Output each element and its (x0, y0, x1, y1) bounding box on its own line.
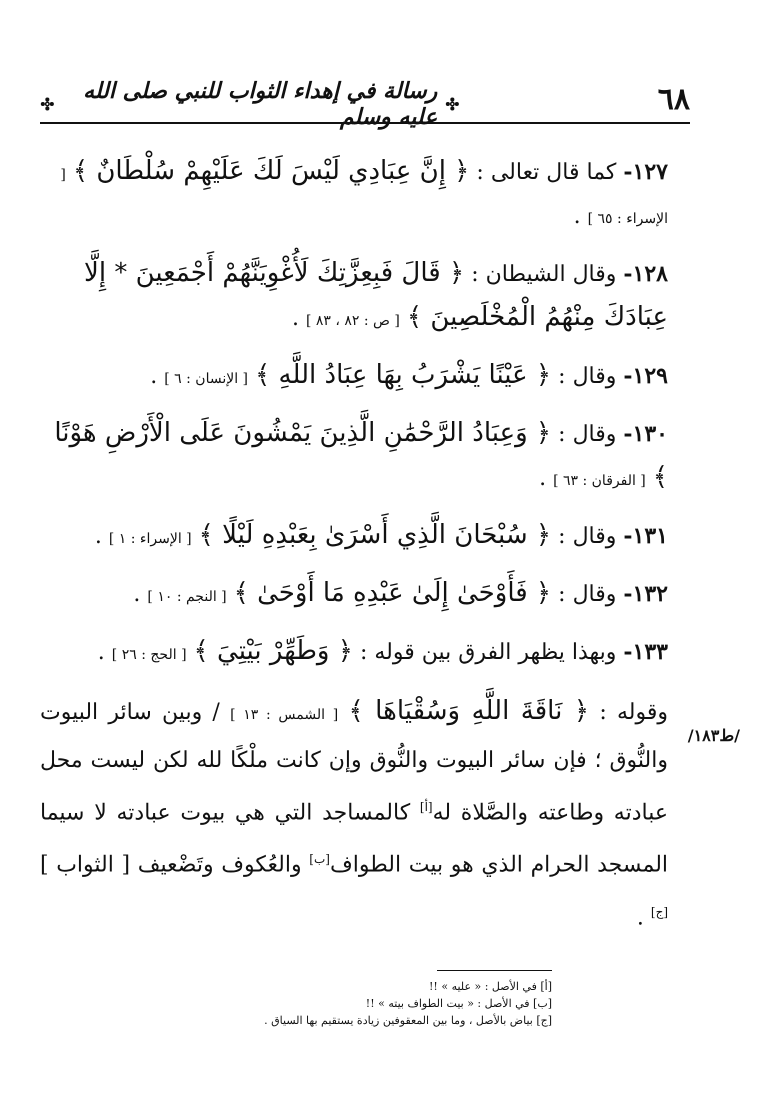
quran-verse: ﴿ وَعِبَادُ الرَّحْمَٰنِ الَّذِينَ يَمْشُونَ عَلَى الْأَرْضِ هَوْنًا ﴾ (54, 418, 668, 492)
quran-verse: ﴿ نَاقَةَ اللَّهِ وَسُقْيَاهَا ﴾ (348, 696, 590, 726)
entry-number: ١٢٧- (623, 159, 668, 185)
verse-reference: [ ص : ٨٢ ، ٨٣ ] (305, 313, 400, 329)
entry-lead: وقال الشيطان : (471, 262, 617, 287)
manuscript-folio-note: /ط١٨٣/ (687, 726, 740, 745)
entry-end: . (97, 640, 105, 665)
verse-reference: [ الإسراء : ٦٥ ] (60, 167, 668, 227)
footnotes (250, 978, 552, 1029)
entry-lead: وقال : (558, 524, 617, 549)
para-text: / وبين سائر البيوت والنُّوق ؛ فإن سائر البيوت والنُّوق وإن كانت ملْكًا لله لكن ليست محل عبادته وطاعته والصَّلاة له (40, 700, 668, 826)
entry-number: ١٣٣- (623, 639, 668, 665)
flower-ornament-icon (445, 95, 460, 113)
footnote: [أ] في الأصل : « عليه » !! (429, 980, 552, 993)
footnote-marker: [أ] (419, 800, 433, 814)
entry-129 (40, 354, 668, 400)
entry-number: ١٣١- (623, 523, 668, 549)
entry-lead: وبهذا يظهر الفرق بين قوله : (359, 640, 617, 665)
verse-reference: [ النجم : ١٠ ] (147, 589, 227, 605)
footnote-marker: [ب] (309, 852, 330, 867)
entry-end: . (133, 582, 141, 607)
header-title: رسالة في إهداء الثواب للنبي صلى الله عليه وسلم (83, 78, 438, 130)
entry-133 (40, 630, 668, 676)
entry-131 (40, 514, 668, 560)
entry-number: ١٢٨- (623, 261, 668, 287)
footnote-marker: [ج] (650, 904, 668, 919)
entry-end: . (150, 364, 158, 389)
header-rule (40, 122, 690, 124)
entry-128 (40, 252, 668, 342)
entry-127 (40, 150, 668, 240)
running-header (40, 70, 690, 130)
footnote: [ب] في الأصل : « بيت الطواف بيته » !! (365, 997, 552, 1010)
entry-number: ١٣٢- (623, 581, 668, 607)
entry-lead: وقال : (558, 422, 617, 447)
para-text: وقوله : (599, 700, 668, 725)
quran-verse: ﴿ إِنَّ عِبَادِي لَيْسَ لَكَ عَلَيْهِمْ سُلْطَانٌ ﴾ (72, 156, 470, 186)
entry-end: . (94, 524, 102, 549)
entry-end: . (573, 204, 581, 229)
para-text: كالمساجد التي هي بيوت عبادته لا سيما المسجد الحرام الذي هو بيت الطواف (40, 800, 669, 878)
entry-end: . (291, 306, 299, 331)
quran-verse: ﴿ عَيْنًا يَشْرَبُ بِهَا عِبَادُ اللَّهِ ﴾ (255, 360, 552, 390)
flower-ornament-icon (40, 95, 55, 113)
page-number: ٦٨ (657, 82, 690, 117)
entry-number: ١٢٩- (623, 363, 668, 389)
entry-number: ١٣٠- (623, 421, 668, 447)
entry-lead: وقال : (558, 364, 617, 389)
quran-verse: ﴿ وَطَهِّرْ بَيْتِيَ ﴾ (193, 636, 353, 666)
main-text (40, 150, 668, 941)
verse-reference: [ الإنسان : ٦ ] (164, 371, 249, 387)
quran-verse: ﴿ سُبْحَانَ الَّذِي أَسْرَىٰ بِعَبْدِهِ لَيْلًا ﴾ (198, 520, 552, 550)
quran-verse: ﴿ قَالَ فَبِعِزَّتِكَ لَأُغْوِيَنَّهُمْ أَجْمَعِينَ * إِلَّا عِبَادَكَ مِنْهُمُ الْمُخْلَصِينَ ﴾ (84, 258, 668, 332)
continuation-paragraph (40, 688, 668, 941)
footnote: [ج] بياض بالأصل ، وما بين المعقوفين زيادة يستقيم بها السياق . (264, 1014, 552, 1027)
entry-lead: كما قال تعالى : (476, 160, 617, 185)
quran-verse: ﴿ فَأَوْحَىٰ إِلَىٰ عَبْدِهِ مَا أَوْحَىٰ ﴾ (233, 578, 552, 608)
para-text: . (636, 904, 644, 930)
verse-reference: [ الإسراء : ١ ] (108, 531, 192, 547)
entry-130 (40, 412, 668, 502)
entry-132 (40, 572, 668, 618)
verse-reference: [ الشمس : ١٣ ] (230, 707, 339, 723)
verse-reference: [ الحج : ٢٦ ] (111, 647, 187, 663)
verse-reference: [ الفرقان : ٦٣ ] (553, 473, 646, 489)
entry-lead: وقال : (558, 582, 617, 607)
para-text: والعُكوف وتَضْعيف [ الثواب ] (40, 852, 302, 878)
entry-end: . (539, 466, 547, 491)
footnote-rule (437, 970, 552, 971)
